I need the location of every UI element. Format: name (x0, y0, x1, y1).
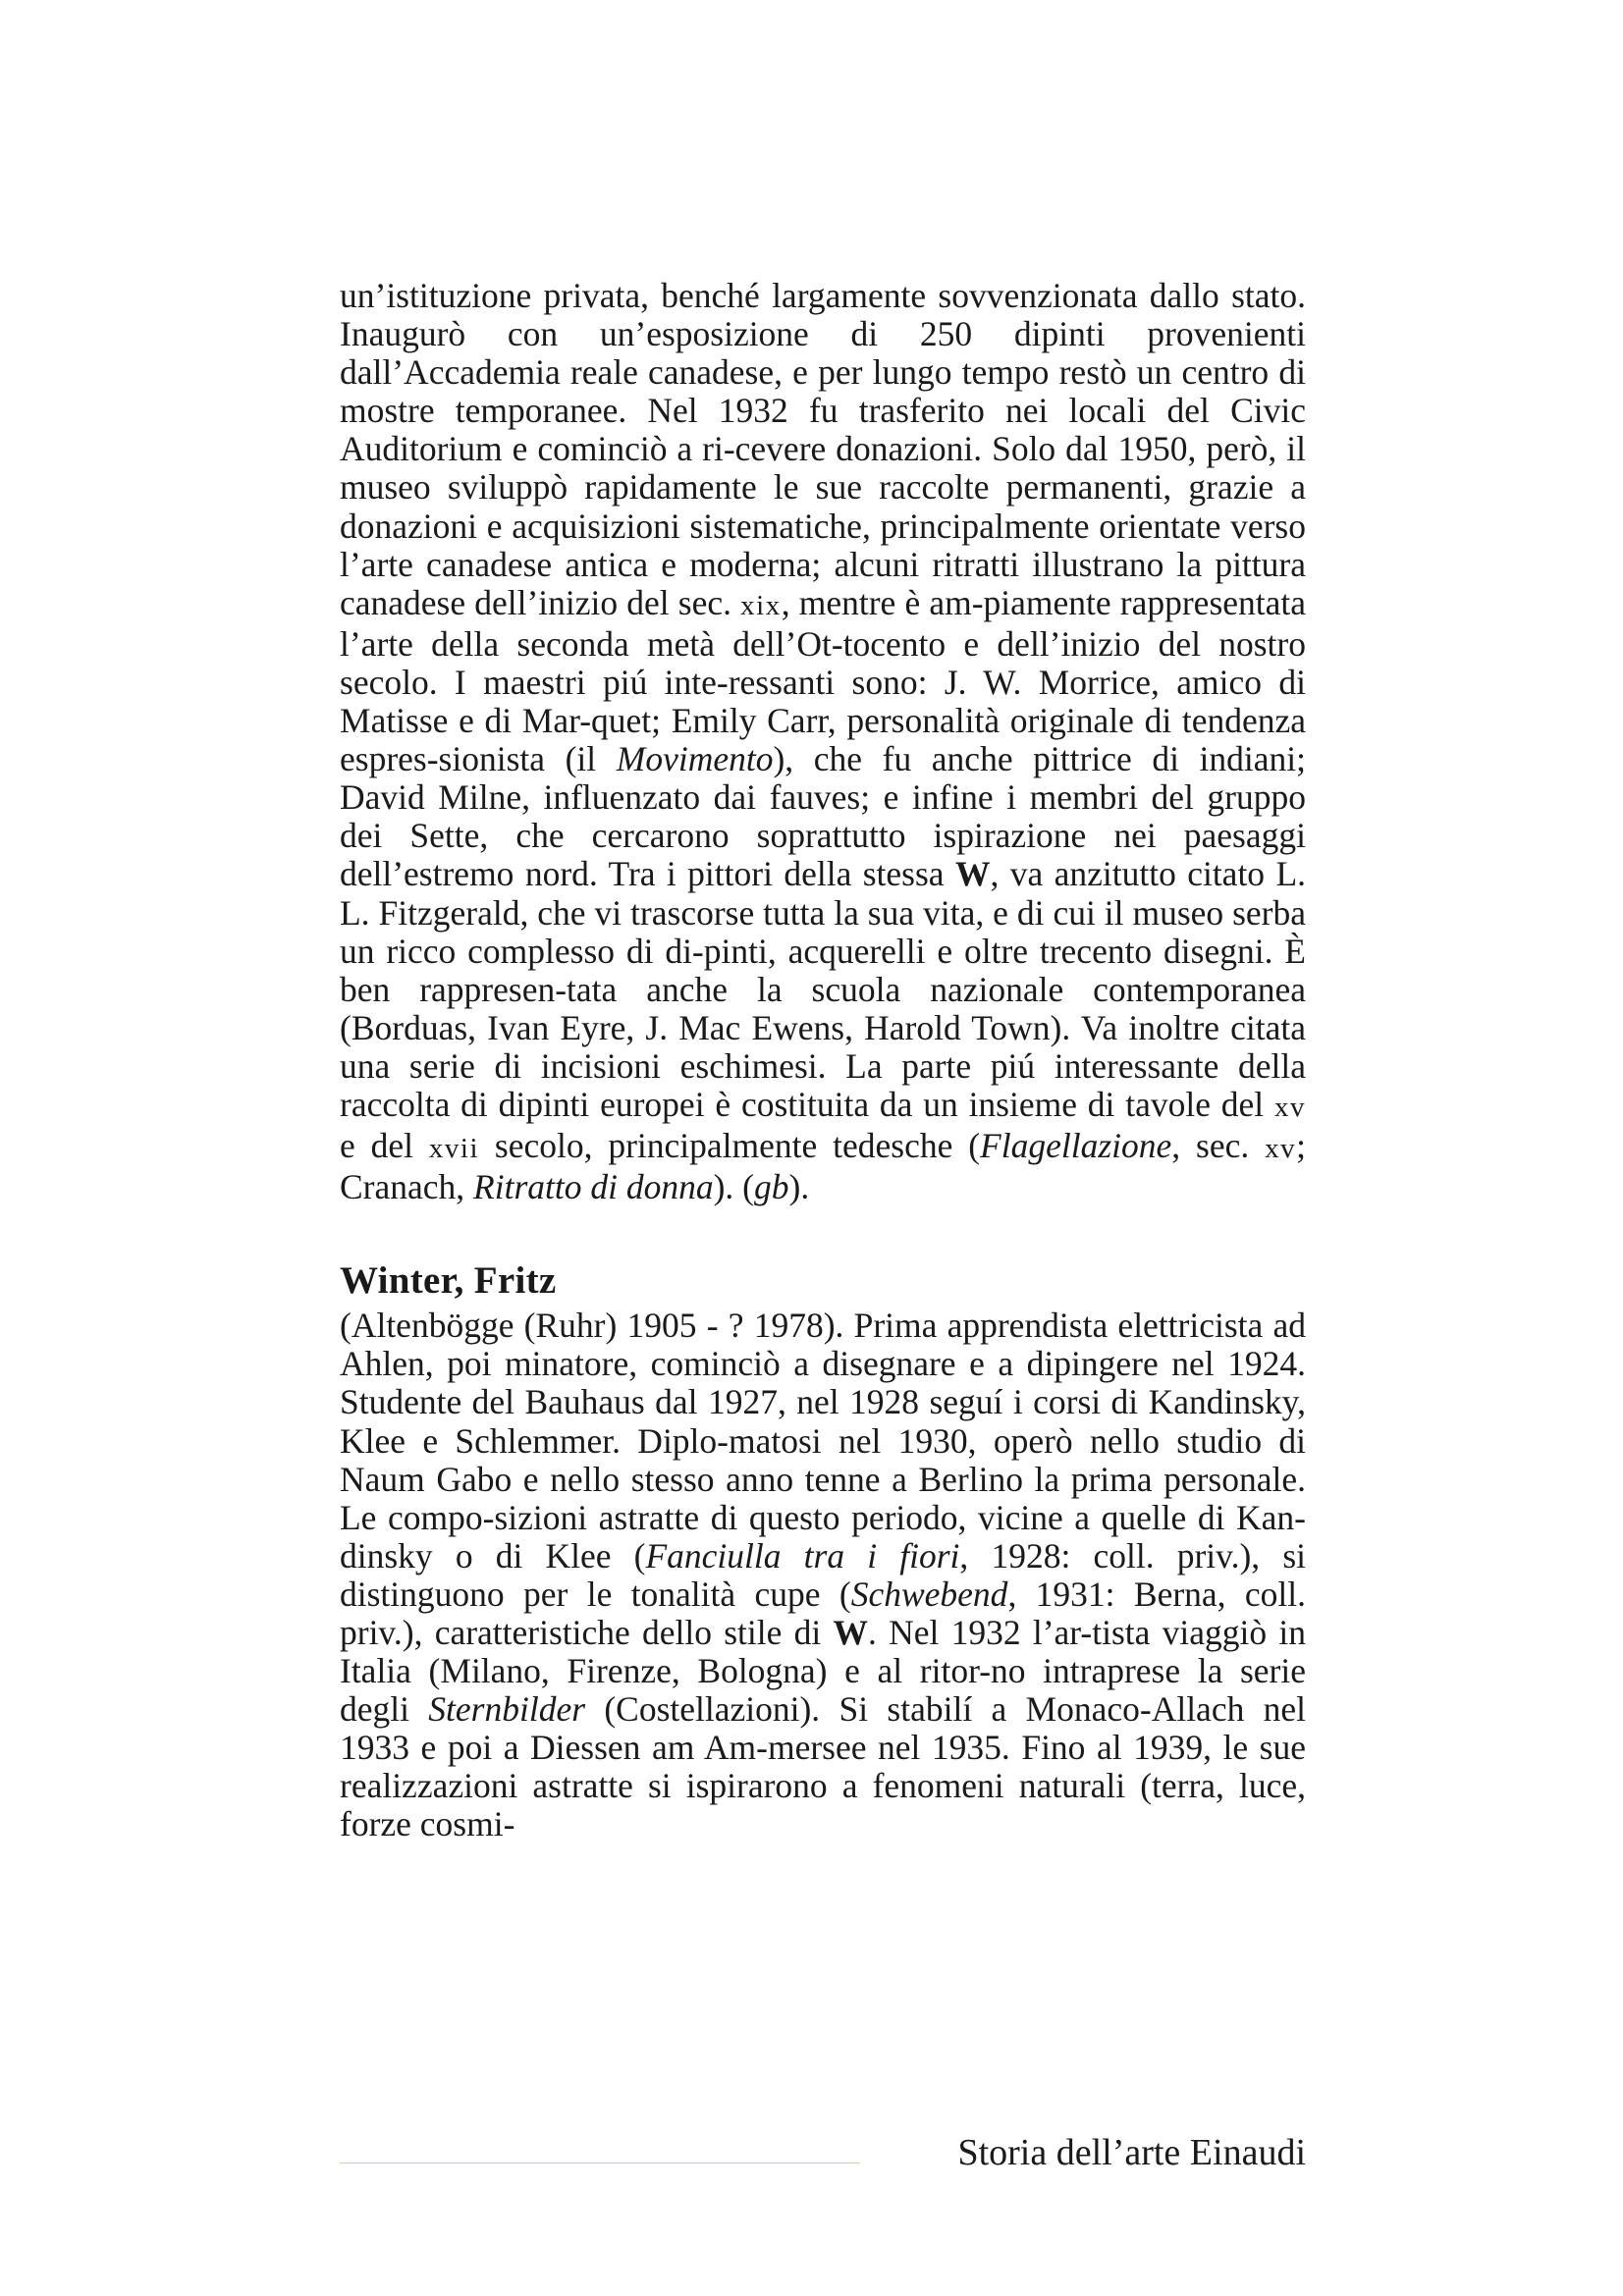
text-run: ), che fu anche pittrice di indiani; David Milne, influenzato dai fauves; e infine i membri del gruppo dei Sette, che cercarono soprattutto ispirazione nei paesaggi dell’estremo nord. Tra i pittori della stessa (340, 739, 1306, 894)
italic-run: gb (754, 1167, 789, 1207)
text-run: , mentre è am-piamente rappresentata l’arte della seconda metà dell’Ot-tocento e dell’inizio del nostro secolo. I maestri piú inte-ressanti sono: J. W. Morrice, amico di Matisse e di Mar-quet; Emily Carr, personalità originale di tendenza espres-sionista (il (340, 582, 1306, 779)
bold-run: W (833, 1613, 868, 1652)
text-run: ). (788, 1167, 810, 1207)
text-run: secolo, principalmente tedesche ( (479, 1126, 981, 1166)
italic-run: Schwebend (850, 1574, 1008, 1614)
italic-run: Flagellazione (980, 1126, 1172, 1166)
text-run: , sec. (1171, 1126, 1266, 1166)
text-run: ). ( (713, 1167, 755, 1207)
text-run: e del (340, 1126, 429, 1166)
document-body (340, 277, 1306, 1844)
text-run: ; Cranach, (340, 1126, 1306, 1207)
footer-publication-title: Storia dell’arte Einaudi (957, 2132, 1306, 2173)
smallcaps-run: xv (1274, 1091, 1306, 1123)
entry-heading: Winter, Fritz (340, 1259, 557, 1303)
smallcaps-run: xv (1265, 1133, 1297, 1165)
text-run: , va anzitutto citato L. L. Fitzgerald, che vi trascorse tutta la sua vita, e di cui il museo serba un ricco complesso di di-pinti, acquerelli e oltre trecento disegni. È ben rappresen-tata anche la scuola nazionale contemporanea (Borduas, Ivan Eyre, J. Mac Ewens, Harold Town). Va inoltre citata una serie di incisioni eschimesi. La parte piú interessante della raccolta di dipinti europei è costituita da un insieme di tavole del (340, 854, 1307, 1124)
italic-run: Sternbilder (428, 1689, 586, 1730)
bold-run: W (954, 854, 991, 894)
text-run: un’istituzione privata, benché largamente sovvenzionata dallo stato. Inaugurò con un’esposizione di 250 dipinti provenienti dall’Accademia reale canadese, e per lungo tempo restò un centro di mostre temporanee. Nel 1932 fu trasferito nei locali del Civic Auditorium e cominciò a ri-cevere donazioni. Solo dal 1950, però, il museo sviluppò rapidamente le sue raccolte permanenti, grazie a donazioni e acquisizioni sistematiche, principalmente orientate verso l’arte canadese antica e moderna; alcuni ritratti illustrano la pittura canadese dell’inizio del sec. (340, 276, 1306, 622)
smallcaps-run: xix (740, 589, 782, 621)
text-run: . Nel 1932 l’ar-tista viaggiò in Italia (Milano, Firenze, Bologna) e al ritor-no intraprese la serie degli (340, 1613, 1306, 1730)
smallcaps-run: xvii (428, 1133, 480, 1165)
text-run: , 1931: Berna, coll. priv.), caratteristiche dello stile di (340, 1574, 1307, 1652)
paragraph-winter-biography (340, 1307, 1306, 1843)
text-run: (Costellazioni). Si stabilí a Monaco-Allach nel 1933 e poi a Diessen am Am-mersee nel 1935. Fino al 1939, le sue realizzazioni astratte si ispirarono a fenomeni naturali (terra, luce, forze cosmi- (340, 1689, 1306, 1844)
text-run: , 1928: coll. priv.), si distinguono per le tonalità cupe ( (340, 1535, 1306, 1614)
text-run: (Altenbögge (Ruhr) 1905 - ? 1978). Prima apprendista elettricista ad Ahlen, poi minatore, cominciò a disegnare e a dipingere nel 1924. Studente del Bauhaus dal 1927, nel 1928 seguí i corsi di Kandinsky, Klee e Schlemmer. Diplo-matosi nel 1930, operò nello studio di Naum Gabo e nello stesso anno tenne a Berlino la prima personale. Le compo-sizioni astratte di questo periodo, vicine a quelle di Kan-dinsky o di Klee ( (340, 1306, 1306, 1575)
page-footer (340, 2130, 1306, 2179)
italic-run: Movimento (616, 739, 774, 779)
italic-run: Ritratto di donna (473, 1167, 714, 1207)
italic-run: Fanciulla tra i fiori (645, 1535, 960, 1575)
paragraph-museum-description (340, 277, 1306, 1206)
